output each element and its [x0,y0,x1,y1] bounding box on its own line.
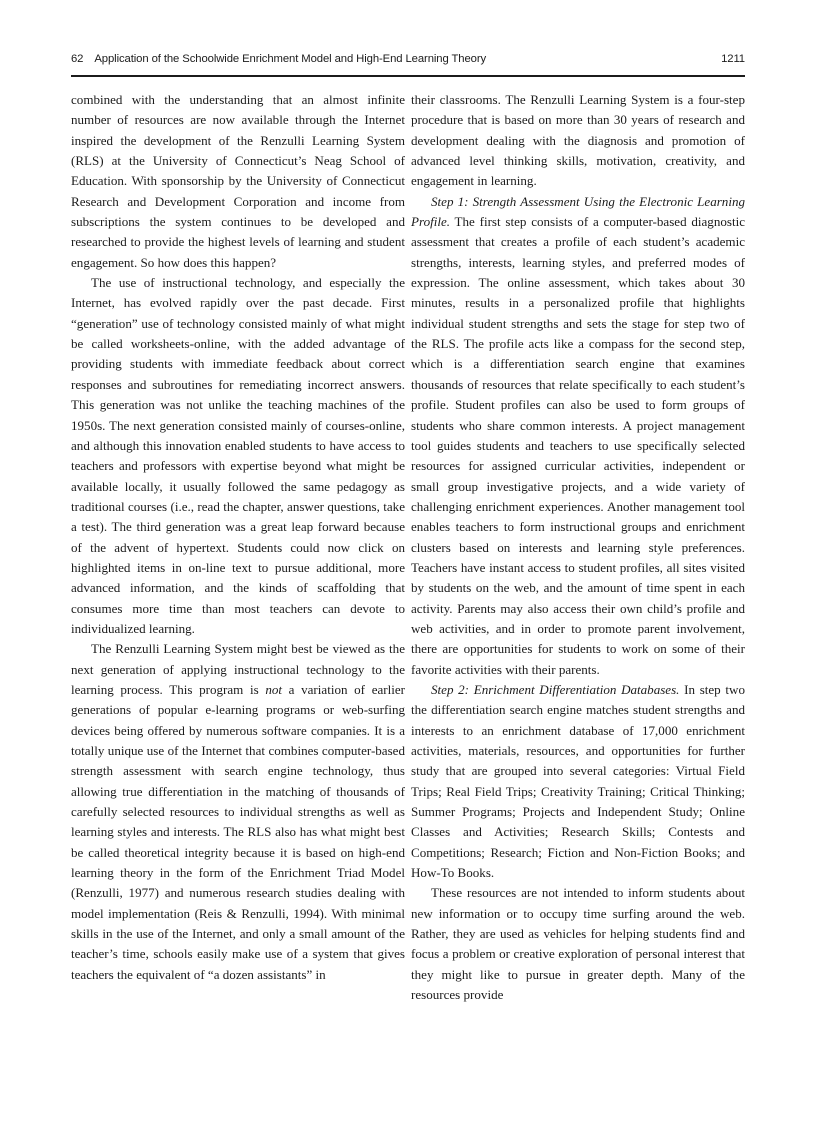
chapter-number: 62 [71,53,84,65]
italic-run: Step 1: Strength Assessment Using the Electronic Learning Profile. [411,193,745,230]
italic-run: Step 2: Enrichment Differentiation Databases. [431,681,680,697]
paragraph [411,883,745,1005]
italic-run: not [265,681,282,697]
text-run: a variation of earlier generations of popular e-learning programs or web-surfing devices being offered by numerous software companies. It is a totally unique use of the Internet that combines computer-based strength assessment with search engine technology, thus allowing true differentiation in the matching of thousands of carefully selected resources to individual strengths as well as learning styles and interests. The RLS also has what might best be called theoretical integrity because it is based on high-end learning theory in the form of the Enrichment Triad Model (Renzulli, 1977) and numerous research studies dealing with model implementation (Reis & Renzulli, 1994). With minimal skills in the use of the Internet, and only a small amount of the teacher’s time, schools easily make use of a system that gives teachers the equivalent of “a dozen assistants” in [71,681,405,982]
text-run: The first step consists of a computer-based diagnostic assessment that creates a profile of each student’s academic strengths, interests, learning styles, and preferred modes of expression. The online assessment, which takes about 30 minutes, results in a personalized profile that highlights individual student strengths and sets the stage for step two of the RLS. The profile acts like a compass for the second step, which is a differentiation search engine that examines thousands of resources that relate specifically to each student’s profile. Student profiles can also be used to form groups of students who share common interests. A project management tool guides students and teachers to use specifically selected resources for assigned curricular activities, independent or small group investigative projects, and a wide variety of challenging enrichment experiences. Another management tool enables teachers to form instructional groups and enrichment clusters based on interests and learning style preferences. Teachers have instant access to student profiles, all sites visited by students on the web, and the amount of time spent in each activity. Parents may also access their own child’s profile and web activities, and in order to promote parent involvement, there are opportunities for students to work on some of their favorite activities with their parents. [411,214,745,677]
text-run: In step two the differentiation search engine matches student strengths and interests to an enrichment database of 17,000 enrichment activities, materials, resources, and opportunities for further study that are grouped into several categories: Virtual Field Trips; Real Field Trips; Creativity Training; Critical Thinking; Summer Programs; Projects and Independent Study; Online Classes and Activities; Research Skills; Contests and Competitions; Research; Fiction and Non-Fiction Books; and How-To Books. [411,681,745,881]
page-title: Application of the Schoolwide Enrichment Model and High-End Learning Theory [94,53,487,65]
text-run: their classrooms. The Renzulli Learning System is a four-step procedure that is based on more than 30 years of research and development dealing with the diagnosis and promotion of advanced level thinking skills, motivation, creativity, and engagement in learning. [411,92,745,189]
paragraph [411,90,745,192]
paragraph [411,680,745,883]
text-run: The use of instructional technology, and especially the Internet, has evolved rapidly over the past decade. First “generation” use of technology consisted mainly of what might be called worksheets-online, with the added advantage of providing students with immediate feedback about correct responses and subroutines for remediating incorrect answers. This generation was not unlike the teaching machines of the 1950s. The next generation consisted mainly of courses-online, and although this innovation enabled students to have access to teachers and professors with expertise beyond what might be available locally, it usually followed the same pedagogy as traditional courses (i.e., read the chapter, answer questions, take a test). The third generation was a great leap forward because of the advent of hypertext. Students could now click on highlighted items in on-line text to pursue additional, more advanced information, and the kinds of scaffolding that consumes more time than most teachers can devote to individualized learning. [71,275,405,636]
paragraph [71,90,405,273]
running-head [71,53,745,73]
body-columns [71,90,745,1020]
paragraph [71,639,405,985]
paragraph [71,273,405,639]
text-run: These resources are not intended to inform students about new information or to occupy time surfing around the web. Rather, they are used as vehicles for helping students find and focus a problem or creative exploration of personal interest that they might like to pursue in greater depth. Many of the resources provide [411,885,745,1003]
column-left [71,90,405,985]
text-run: combined with the understanding that an almost infinite number of resources are now available through the Internet inspired the development of the Renzulli Learning System (RLS) at the University of Connecticut’s Neag School of Education. With sponsorship by the University of Connecticut Research and Development Corporation and income from subscriptions the system continues to be developed and researched to provide the highest levels of learning and student engagement. So how does this happen? [71,92,405,270]
column-right [411,90,745,1005]
text-run: The Renzulli Learning System might best be viewed as the next generation of applying instructional technology to the learning process. This program is [71,641,405,697]
header-rule [71,75,745,77]
page-folio: 1211 [721,53,745,65]
paragraph [411,192,745,680]
running-head-left [71,53,486,65]
